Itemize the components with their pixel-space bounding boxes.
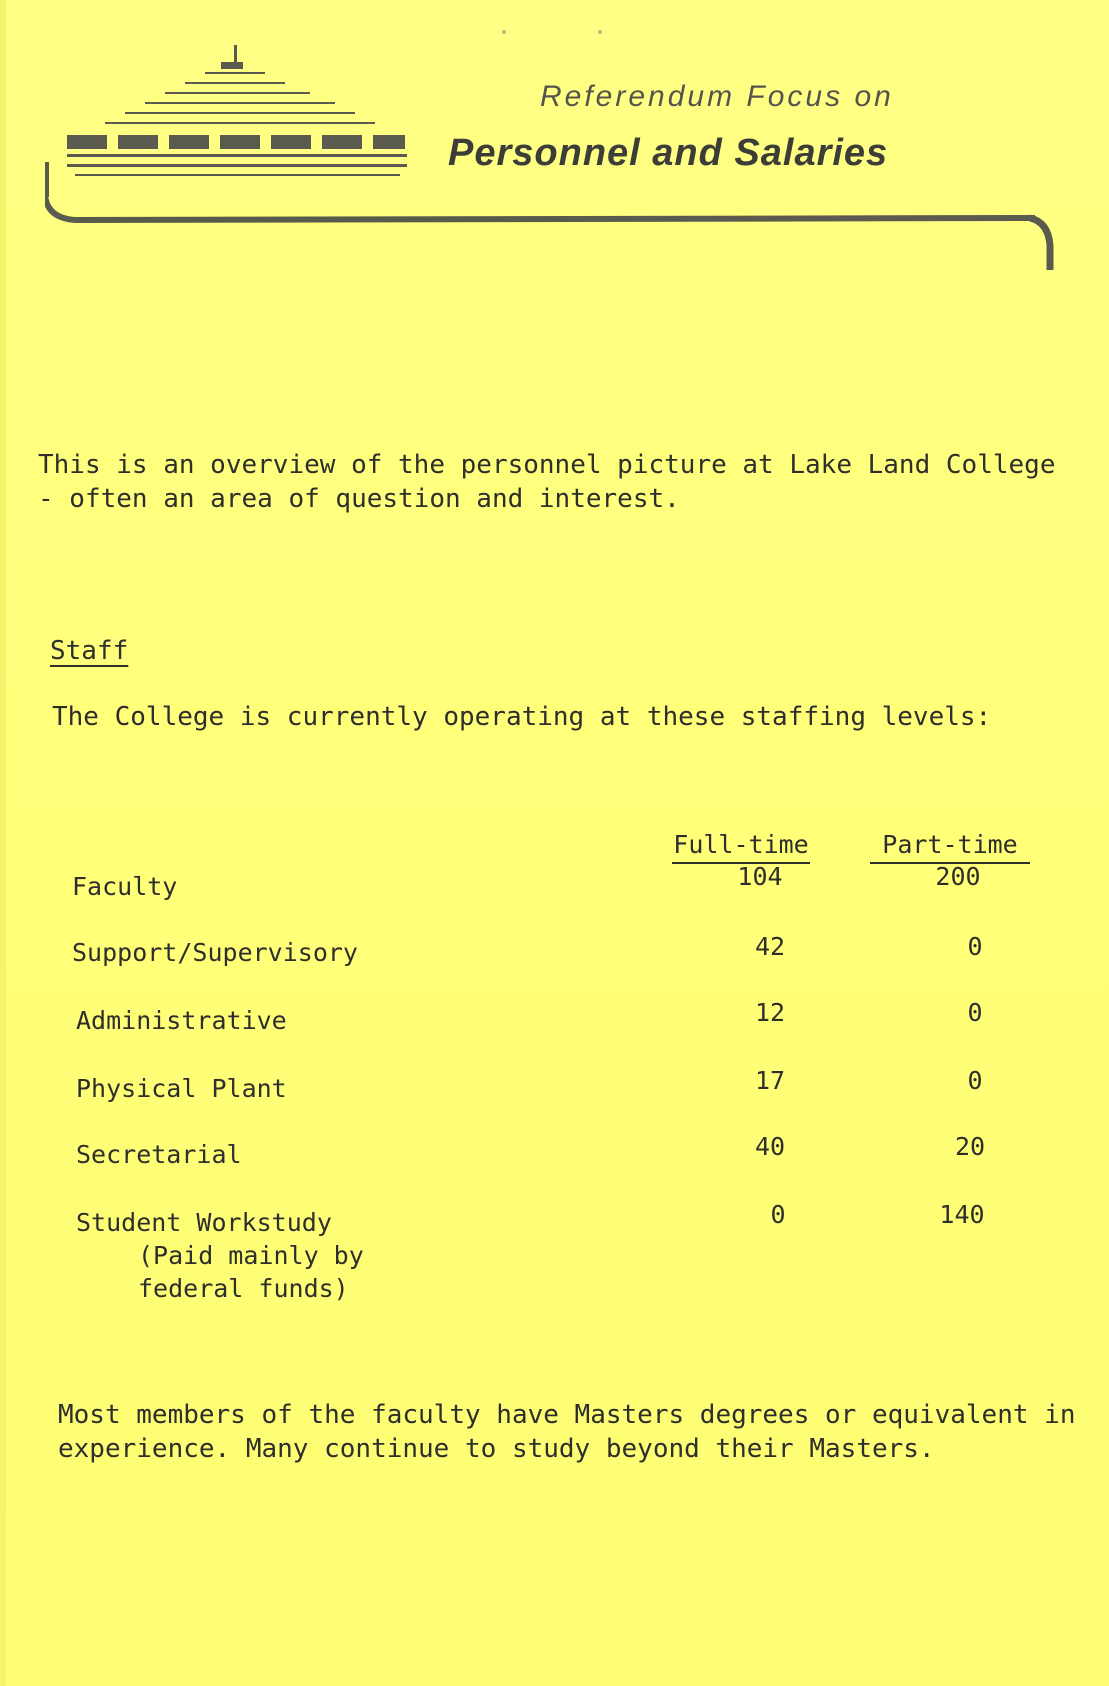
staff-heading: Staff xyxy=(50,636,129,666)
row-label-administrative: Administrative xyxy=(76,1006,287,1035)
row-label-faculty: Faculty xyxy=(72,872,178,901)
header-subtitle: Referendum Focus on xyxy=(540,80,894,113)
row-label-physical-plant: Physical Plant xyxy=(76,1074,287,1103)
workstudy-label: Student Workstudy xyxy=(76,1208,332,1237)
closing-paragraph: Most members of the faculty have Masters degrees or equivalent in experience. Many continue to study beyond their Masters. xyxy=(58,1400,1076,1464)
workstudy-note-line-1: (Paid mainly by xyxy=(138,1241,364,1270)
value-faculty-part-time: 200 xyxy=(935,862,981,891)
row-label-support-supervisory: Support/Supervisory xyxy=(72,938,358,967)
paper-speck xyxy=(502,30,506,34)
value-physical-plant-part-time: 0 xyxy=(967,1066,983,1095)
paper-speck xyxy=(598,30,602,34)
value-faculty-full-time: 104 xyxy=(737,862,783,891)
header-title: Personnel and Salaries xyxy=(448,132,889,174)
column-header-part-time: Part-time xyxy=(870,830,1030,864)
value-physical-plant-full-time: 17 xyxy=(754,1066,786,1095)
value-secretarial-full-time: 40 xyxy=(754,1132,786,1161)
row-label-secretarial: Secretarial xyxy=(76,1140,242,1169)
staff-intro: The College is currently operating at these staffing levels: xyxy=(52,702,992,732)
value-support-full-time: 42 xyxy=(754,932,786,961)
value-administrative-part-time: 0 xyxy=(967,998,983,1027)
workstudy-note-line-2: federal funds) xyxy=(138,1274,349,1303)
column-header-full-time: Full-time xyxy=(672,830,810,864)
intro-paragraph: This is an overview of the personnel picture at Lake Land College - often an area of question and interest. xyxy=(38,450,1056,514)
value-secretarial-part-time: 20 xyxy=(954,1132,986,1161)
page-edge xyxy=(0,0,6,1686)
value-support-part-time: 0 xyxy=(967,932,983,961)
value-workstudy-part-time: 140 xyxy=(939,1200,985,1229)
row-label-student-workstudy xyxy=(76,1206,364,1305)
value-workstudy-full-time: 0 xyxy=(770,1200,786,1229)
value-administrative-full-time: 12 xyxy=(754,998,786,1027)
